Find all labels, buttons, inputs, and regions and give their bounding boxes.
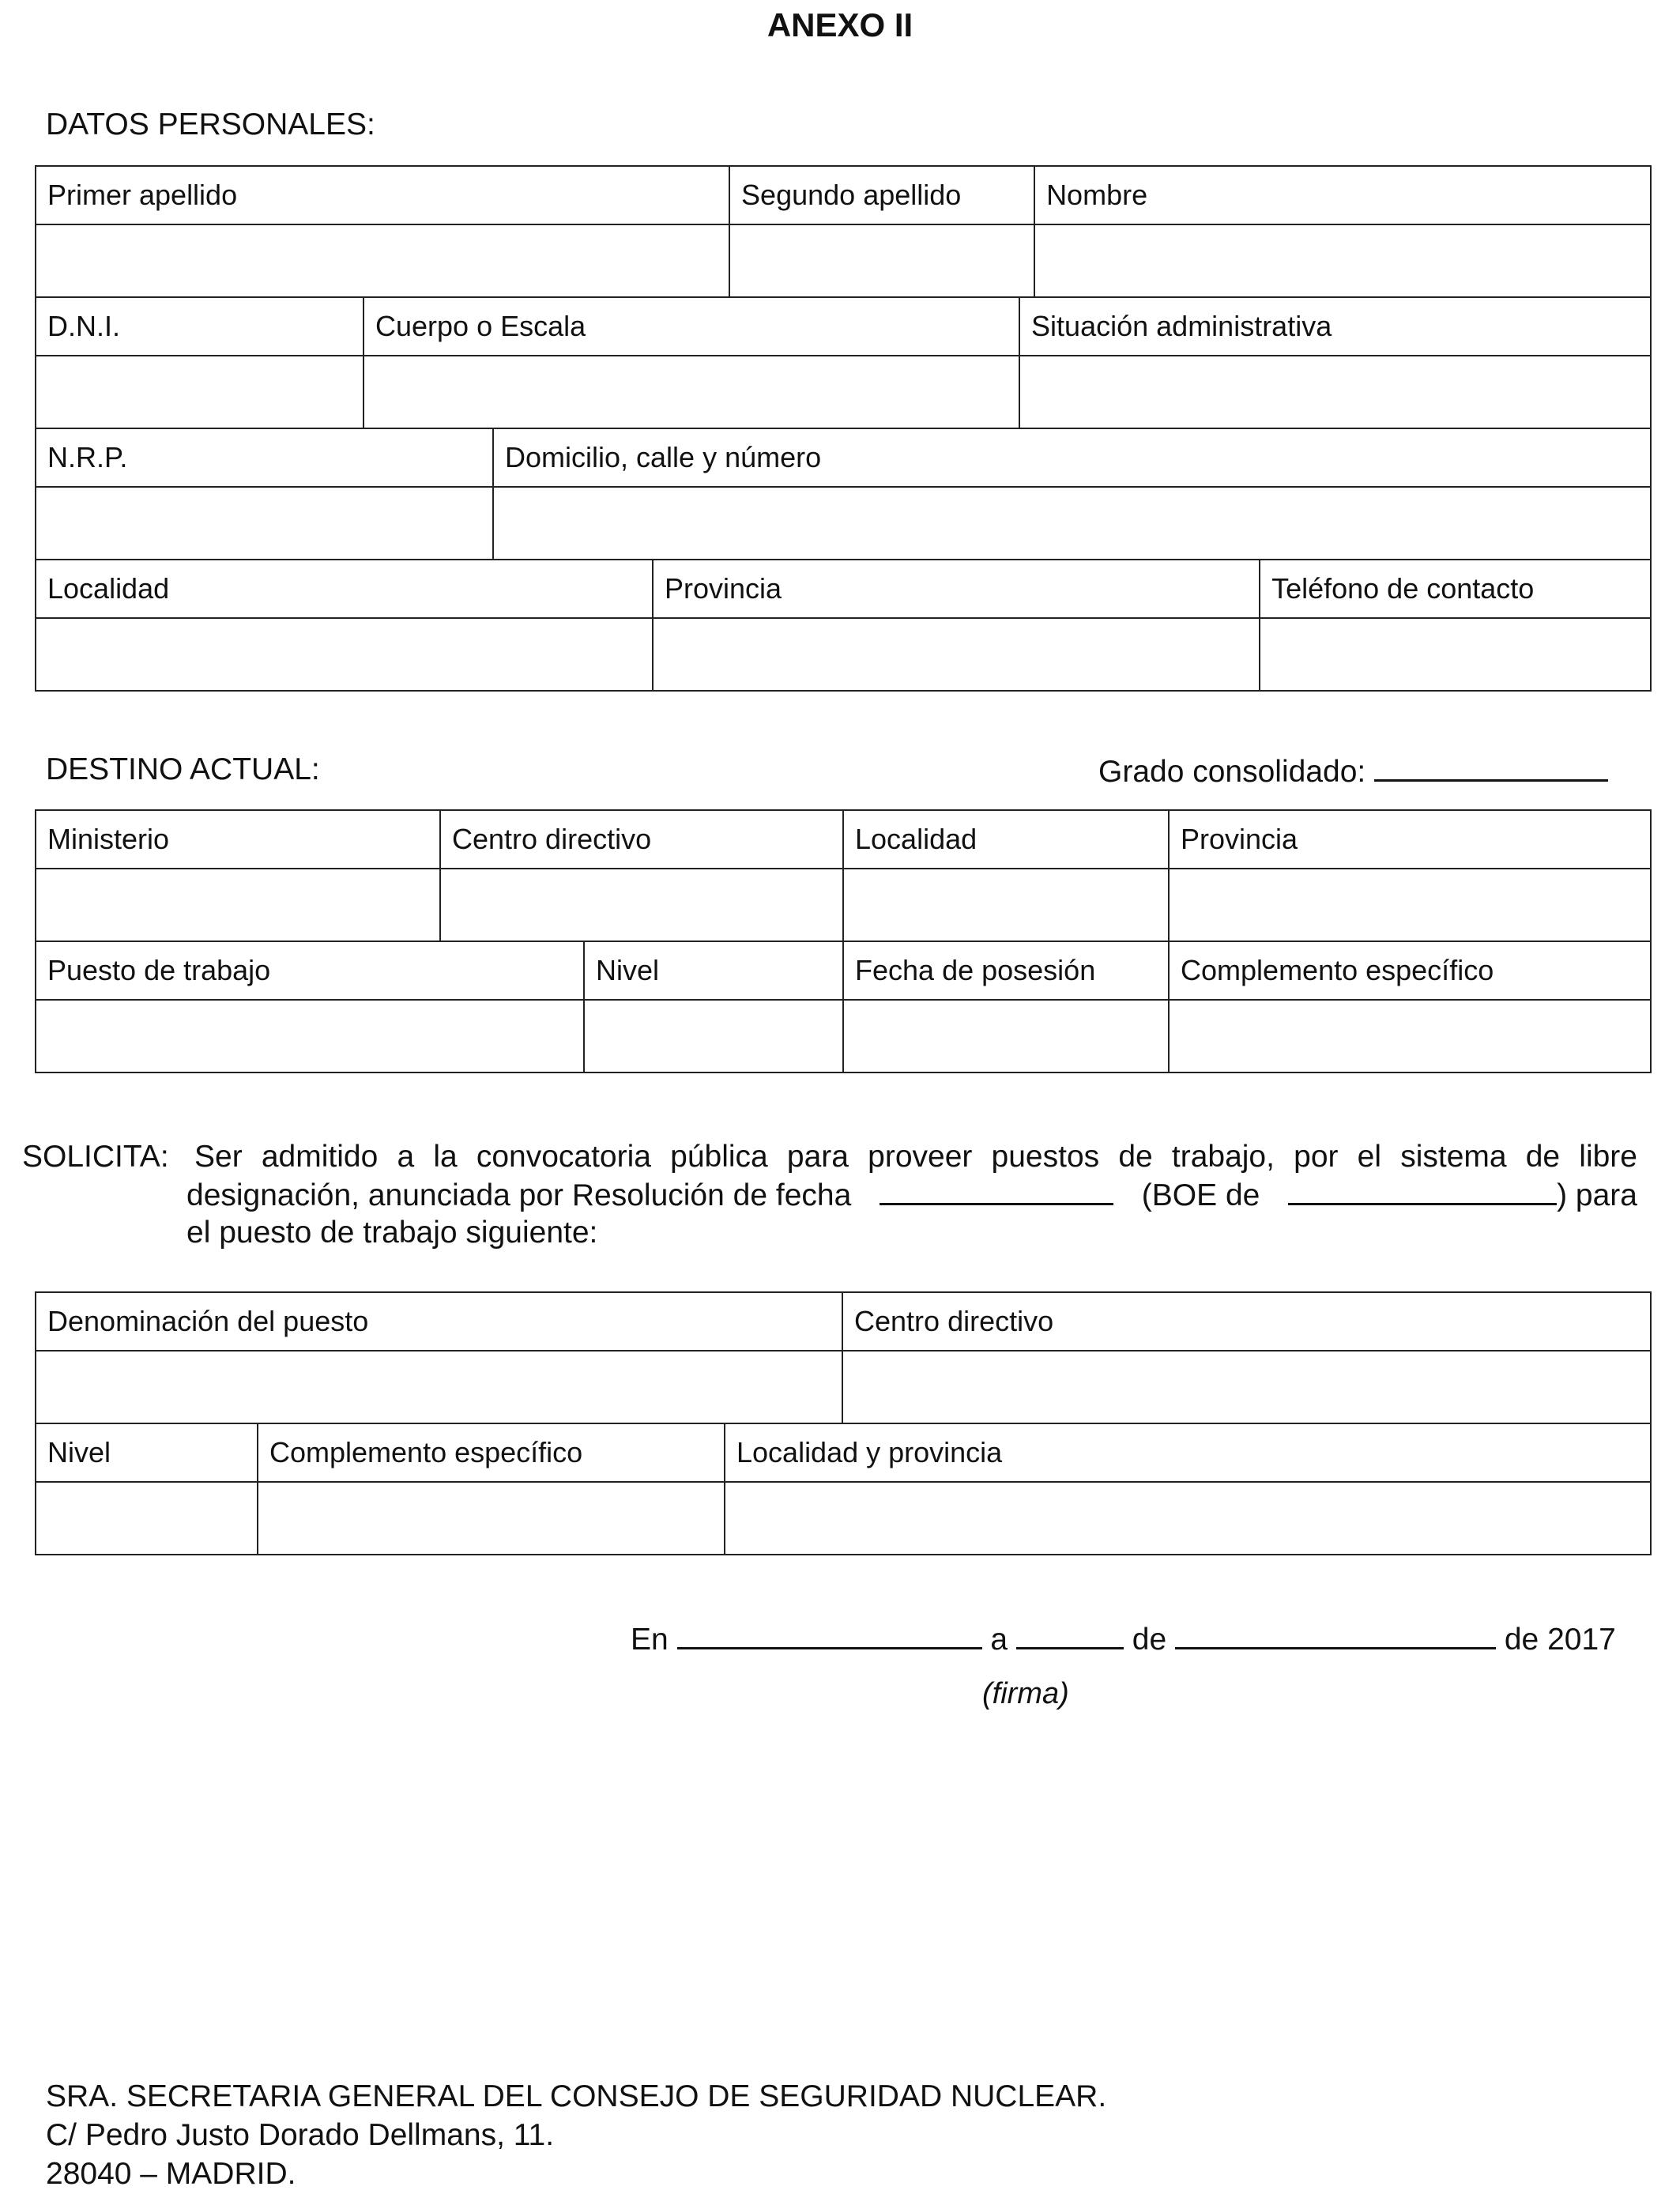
label-localidad-provincia: Localidad y provincia bbox=[725, 1423, 1651, 1482]
firma-label: (firma) bbox=[982, 1677, 1069, 1710]
firma-line bbox=[631, 1620, 1616, 1657]
destinatario-line1: SRA. SECRETARIA GENERAL DEL CONSEJO DE SEGURIDAD NUCLEAR. bbox=[46, 2079, 1107, 2113]
label-localidad: Localidad bbox=[36, 560, 653, 618]
label-segundo-apellido: Segundo apellido bbox=[729, 166, 1034, 224]
label-situacion-administrativa: Situación administrativa bbox=[1019, 297, 1651, 356]
field-nivel-solicitado[interactable] bbox=[36, 1482, 258, 1555]
field-telefono[interactable] bbox=[1260, 618, 1651, 691]
field-complemento-especifico-solicitado[interactable] bbox=[258, 1482, 725, 1555]
fecha-resolucion-blank[interactable] bbox=[880, 1176, 1113, 1205]
field-complemento-especifico-destino[interactable] bbox=[1169, 1000, 1651, 1072]
field-segundo-apellido[interactable] bbox=[729, 224, 1034, 297]
label-localidad-destino: Localidad bbox=[843, 810, 1169, 869]
solicita-boe-text: (BOE de bbox=[1141, 1178, 1260, 1212]
label-primer-apellido: Primer apellido bbox=[36, 166, 729, 224]
field-puesto-trabajo[interactable] bbox=[36, 1000, 584, 1072]
field-dni[interactable] bbox=[36, 356, 363, 428]
label-nivel-solicitado: Nivel bbox=[36, 1423, 258, 1482]
firma-year-text: de 2017 bbox=[1504, 1623, 1616, 1657]
label-domicilio: Domicilio, calle y número bbox=[493, 428, 1651, 487]
label-denominacion-puesto: Denominación del puesto bbox=[36, 1292, 842, 1351]
destino-actual-table bbox=[35, 809, 1652, 1073]
boe-fecha-blank[interactable] bbox=[1288, 1176, 1557, 1205]
field-provincia-destino[interactable] bbox=[1169, 869, 1651, 941]
firma-lugar-blank[interactable] bbox=[677, 1620, 982, 1649]
label-telefono: Teléfono de contacto bbox=[1260, 560, 1651, 618]
grado-consolidado bbox=[1098, 752, 1608, 790]
label-ministerio: Ministerio bbox=[36, 810, 440, 869]
solicita-line1: Ser admitido a la convocatoria pública para proveer puestos de trabajo, por el sistema de libre bbox=[194, 1140, 1637, 1174]
field-cuerpo-escala[interactable] bbox=[363, 356, 1019, 428]
datos-personales-heading: DATOS PERSONALES: bbox=[46, 107, 375, 141]
solicita-para-text: ) para bbox=[1557, 1178, 1637, 1212]
field-localidad[interactable] bbox=[36, 618, 653, 691]
field-localidad-provincia[interactable] bbox=[725, 1482, 1651, 1555]
destino-actual-heading: DESTINO ACTUAL: bbox=[46, 752, 320, 786]
datos-personales-table bbox=[35, 165, 1652, 692]
grado-consolidado-blank[interactable] bbox=[1374, 752, 1608, 782]
field-denominacion-puesto[interactable] bbox=[36, 1351, 842, 1423]
field-localidad-destino[interactable] bbox=[843, 869, 1169, 941]
label-cuerpo-escala: Cuerpo o Escala bbox=[363, 297, 1019, 356]
field-centro-directivo[interactable] bbox=[440, 869, 843, 941]
label-puesto-trabajo: Puesto de trabajo bbox=[36, 941, 584, 1000]
field-nivel-destino[interactable] bbox=[584, 1000, 843, 1072]
label-nivel-destino: Nivel bbox=[584, 941, 843, 1000]
label-centro-directivo: Centro directivo bbox=[440, 810, 843, 869]
label-complemento-especifico-solicitado: Complemento específico bbox=[258, 1423, 725, 1482]
solicita-line2 bbox=[186, 1176, 1637, 1215]
solicita-resolucion-text: designación, anunciada por Resolución de fecha bbox=[186, 1178, 852, 1212]
grado-consolidado-label: Grado consolidado: bbox=[1098, 755, 1366, 789]
field-primer-apellido[interactable] bbox=[36, 224, 729, 297]
firma-de-text: de bbox=[1132, 1623, 1167, 1657]
firma-a-text: a bbox=[990, 1623, 1008, 1657]
puesto-solicitado-table bbox=[35, 1291, 1652, 1555]
destinatario-line2: C/ Pedro Justo Dorado Dellmans, 11. bbox=[46, 2118, 555, 2152]
label-provincia-destino: Provincia bbox=[1169, 810, 1651, 869]
field-domicilio[interactable] bbox=[493, 487, 1651, 560]
firma-en-text: En bbox=[631, 1623, 669, 1657]
label-nrp: N.R.P. bbox=[36, 428, 493, 487]
label-fecha-posesion: Fecha de posesión bbox=[843, 941, 1169, 1000]
field-situacion-administrativa[interactable] bbox=[1019, 356, 1651, 428]
firma-dia-blank[interactable] bbox=[1016, 1620, 1124, 1649]
field-nombre[interactable] bbox=[1034, 224, 1651, 297]
label-centro-directivo-solicitado: Centro directivo bbox=[842, 1292, 1651, 1351]
label-dni: D.N.I. bbox=[36, 297, 363, 356]
field-centro-directivo-solicitado[interactable] bbox=[842, 1351, 1651, 1423]
label-complemento-especifico-destino: Complemento específico bbox=[1169, 941, 1651, 1000]
solicita-label: SOLICITA: bbox=[22, 1140, 169, 1174]
label-provincia: Provincia bbox=[653, 560, 1260, 618]
firma-mes-blank[interactable] bbox=[1175, 1620, 1496, 1649]
field-ministerio[interactable] bbox=[36, 869, 440, 941]
solicita-line3: el puesto de trabajo siguiente: bbox=[186, 1216, 598, 1250]
page-title: ANEXO II bbox=[767, 6, 913, 43]
field-fecha-posesion[interactable] bbox=[843, 1000, 1169, 1072]
label-nombre: Nombre bbox=[1034, 166, 1651, 224]
destinatario-line3: 28040 – MADRID. bbox=[46, 2157, 296, 2191]
field-nrp[interactable] bbox=[36, 487, 493, 560]
field-provincia[interactable] bbox=[653, 618, 1260, 691]
